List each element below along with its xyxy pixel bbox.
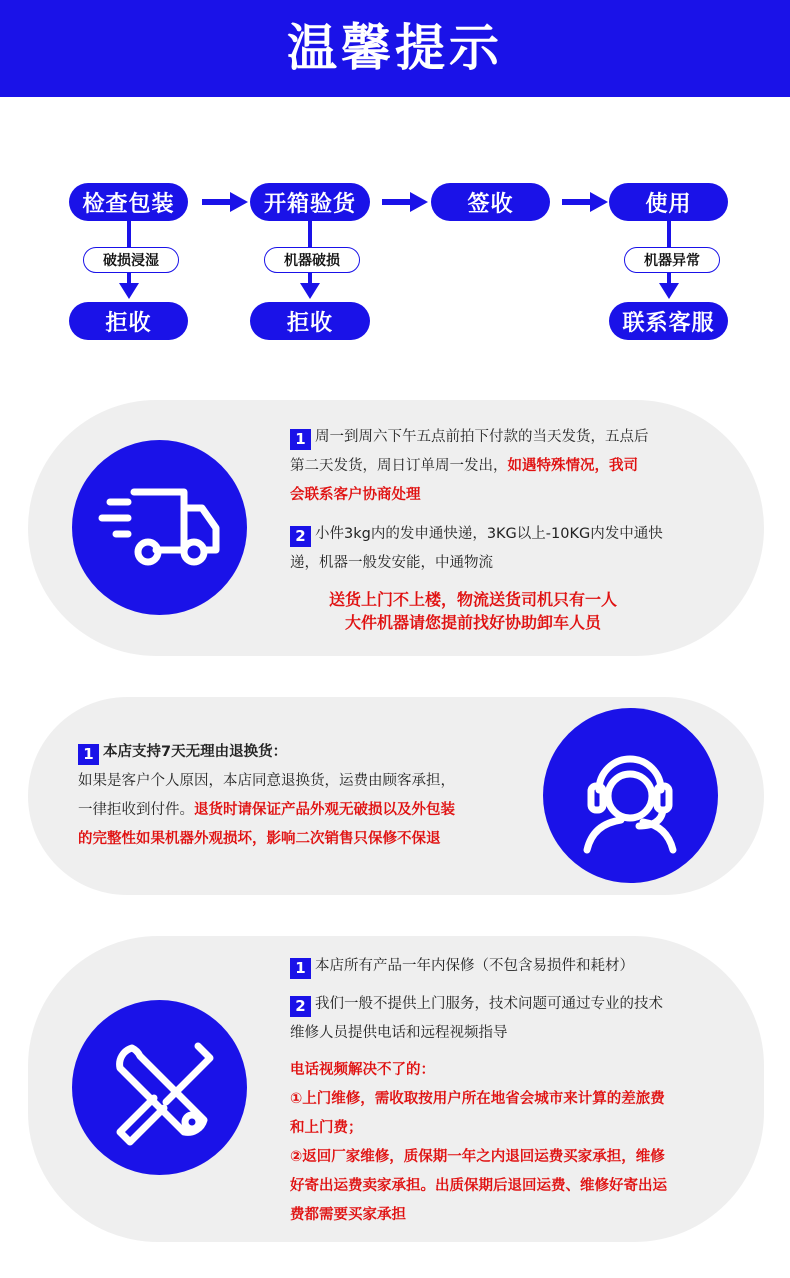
outcome-contact-service: 联系客服 [609, 302, 728, 340]
shipping-item-2 [290, 520, 730, 578]
returns-line1: 如果是客户个人原因，本店同意退换货，运费由顾客承担， [78, 773, 455, 789]
customer-service-headset-icon [543, 708, 718, 883]
condition-damaged-wet: 破损浸湿 [83, 247, 179, 273]
step-use: 使用 [609, 183, 728, 221]
warranty-item-2-line1: 我们一般不提供上门服务，技术问题可通过专业的技术 [315, 996, 663, 1012]
warranty-item-1-text: 本店所有产品一年内保修（不包含易损件和耗材） [315, 958, 634, 974]
returns-policy [78, 738, 528, 854]
delivery-notice-line1: 送货上门不上楼，物流送货司机只有一人 [328, 590, 617, 609]
delivery-truck-icon [72, 440, 247, 615]
warranty-repair-terms [290, 1056, 730, 1230]
number-badge: 1 [290, 429, 311, 450]
arrow-right-icon [382, 192, 428, 212]
shipping-special-note: 如遇特殊情况，我司 [507, 458, 638, 474]
shipping-item-2-line1: 小件3kg内的发申通快递，3KG以上-10KG内发中通快 [315, 526, 663, 542]
repair-term-onsite: ①上门维修，需收取按用户所在地省会城市来计算的差旅费 [290, 1091, 665, 1107]
warranty-item-1 [290, 952, 730, 981]
arrow-down-icon [300, 283, 320, 299]
delivery-notice-line2: 大件机器请您提前找好协助卸车人员 [344, 613, 601, 632]
header-banner [0, 0, 790, 97]
warranty-item-2-line2: 维修人员提供电话和远程视频指导 [290, 1025, 508, 1041]
step-check-package: 检查包装 [69, 183, 188, 221]
outcome-reject: 拒收 [69, 302, 188, 340]
step-sign-receipt: 签收 [431, 183, 550, 221]
step-unbox-inspect: 开箱验货 [250, 183, 370, 221]
number-badge: 1 [78, 744, 99, 765]
repair-term-factory: ②返回厂家维修，质保期一年之内退回运费买家承担，维修 [290, 1149, 665, 1165]
number-badge: 1 [290, 958, 311, 979]
arrow-right-icon [202, 192, 248, 212]
page-title: 温馨提示 [287, 19, 503, 77]
condition-machine-abnormal: 机器异常 [624, 247, 720, 273]
returns-warning-cont: 的完整性如果机器外观损坏，影响二次销售只保修不保退 [78, 831, 441, 847]
arrow-down-icon [659, 283, 679, 299]
repair-term-onsite-cont: 和上门费； [290, 1120, 363, 1136]
returns-title: 本店支持7天无理由退换货： [103, 744, 288, 760]
arrow-down-icon [119, 283, 139, 299]
warranty-item-2 [290, 990, 730, 1048]
wrench-screwdriver-icon [72, 1000, 247, 1175]
number-badge: 2 [290, 996, 311, 1017]
outcome-reject: 拒收 [250, 302, 370, 340]
repair-term-factory-cont: 好寄出运费卖家承担。出质保期后退回运费、维修好寄出运 [290, 1178, 667, 1194]
shipping-special-note-cont: 会联系客户协商处理 [290, 487, 421, 503]
delivery-notice [290, 588, 656, 634]
shipping-item-1-line2: 第二天发货，周日订单周一发出， [290, 458, 508, 474]
shipping-item-1 [290, 423, 730, 510]
number-badge: 2 [290, 526, 311, 547]
shipping-item-2-line2: 递，机器一般发安能，中通物流 [290, 555, 493, 571]
returns-warning: 退货时请保证产品外观无破损以及外包装 [194, 802, 455, 818]
repair-terms-title: 电话视频解决不了的： [290, 1062, 435, 1078]
repair-term-factory-cont2: 费都需要买家承担 [290, 1207, 406, 1223]
shipping-item-1-line1: 周一到周六下午五点前拍下付款的当天发货，五点后 [315, 429, 649, 445]
arrow-right-icon [562, 192, 608, 212]
condition-machine-damaged: 机器破损 [264, 247, 360, 273]
returns-line2: 一律拒收到付件。 [78, 802, 194, 818]
